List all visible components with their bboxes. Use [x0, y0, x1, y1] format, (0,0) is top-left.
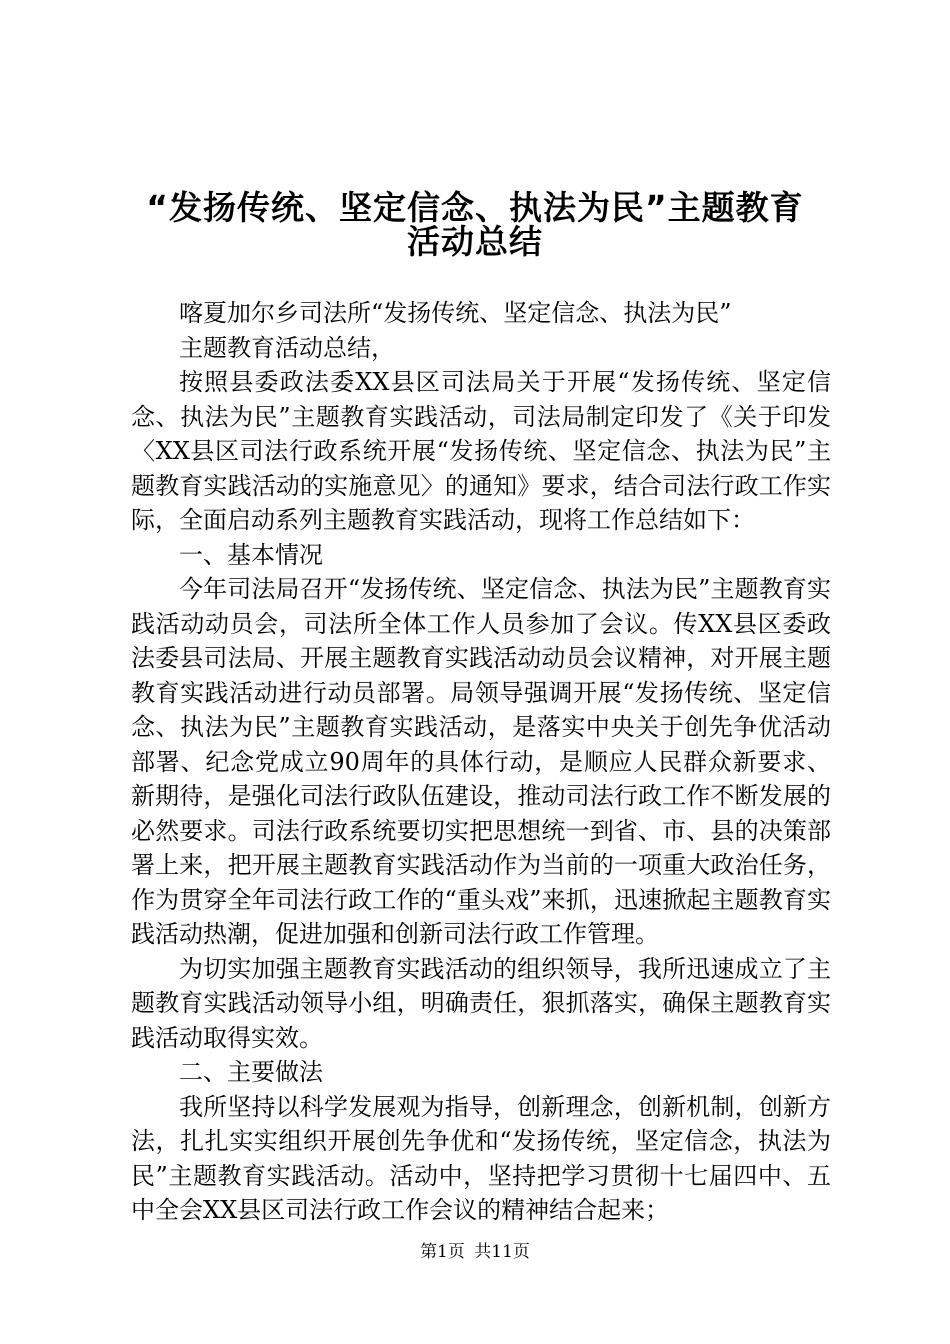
paragraph-org-heading: 喀夏加尔乡司法所“发扬传统、坚定信念、执法为民” [179, 299, 732, 327]
document-body [131, 296, 831, 1228]
page-number: 第1页 [420, 1242, 465, 1262]
document-title-line-1: “发扬传统、坚定信念、执法为民”主题教育 [146, 188, 804, 227]
page-footer [0, 1240, 950, 1264]
section-heading-methods: 二、主要做法 [179, 1058, 323, 1086]
document-title-line-2: 活动总结 [407, 222, 543, 261]
page-total: 共11页 [474, 1242, 530, 1262]
paragraph-basic-1: 今年司法局召开“发扬传统、坚定信念、执法为民”主题教育实践活动动员会，司法所全体工作人员参加了会议。传XX县区委政法委县司法局、开展主题教育实践活动动员会议精神，对开展主题教育实践活动进行动员部署。局领导强调开展“发扬传统、坚定信念、执法为民”主题教育实践活动，是落实中央关于创先争优活动部署、纪念党成立90周年的具体行动，是顺应人民群众新要求、新期待，是强化司法行政队伍建设，推动司法行政工作不断发展的必然要求。司法行政系统要切实把思想统一到省、市、县的决策部署上来，把开展主题教育实践活动作为当前的一项重大政治任务，作为贯穿全年司法行政工作的“重头戏”来抓，迅速掀起主题教育实践活动热潮，促进加强和创新司法行政工作管理。 [131, 575, 831, 948]
paragraph-org-heading-cont: 主题教育活动总结， [179, 333, 395, 362]
paragraph-methods-1: 我所坚持以科学发展观为指导，创新理念，创新机制，创新方法，扎扎实实组织开展创先争优和“发扬传统，坚定信念，执法为民”主题教育实践活动。活动中，坚持把学习贯彻十七届四中、五中全会XX县区司法行政工作会议的精神结合起来； [131, 1092, 831, 1224]
paragraph-basic-2: 为切实加强主题教育实践活动的组织领导，我所迅速成立了主题教育实践活动领导小组，明确责任，狠抓落实，确保主题教育实践活动取得实效。 [131, 954, 831, 1052]
section-heading-basic: 一、基本情况 [179, 540, 323, 569]
paragraph-intro: 按照县委政法委XX县区司法局关于开展“发扬传统、坚定信念、执法为民”主题教育实践活动，司法局制定印发了《关于印发〈XX县区司法行政系统开展“发扬传统、坚定信念、执法为民”主题教育实践活动的实施意见〉的通知》要求，结合司法行政工作实际，全面启动系列主题教育实践活动，现将工作总结如下： [131, 368, 831, 534]
